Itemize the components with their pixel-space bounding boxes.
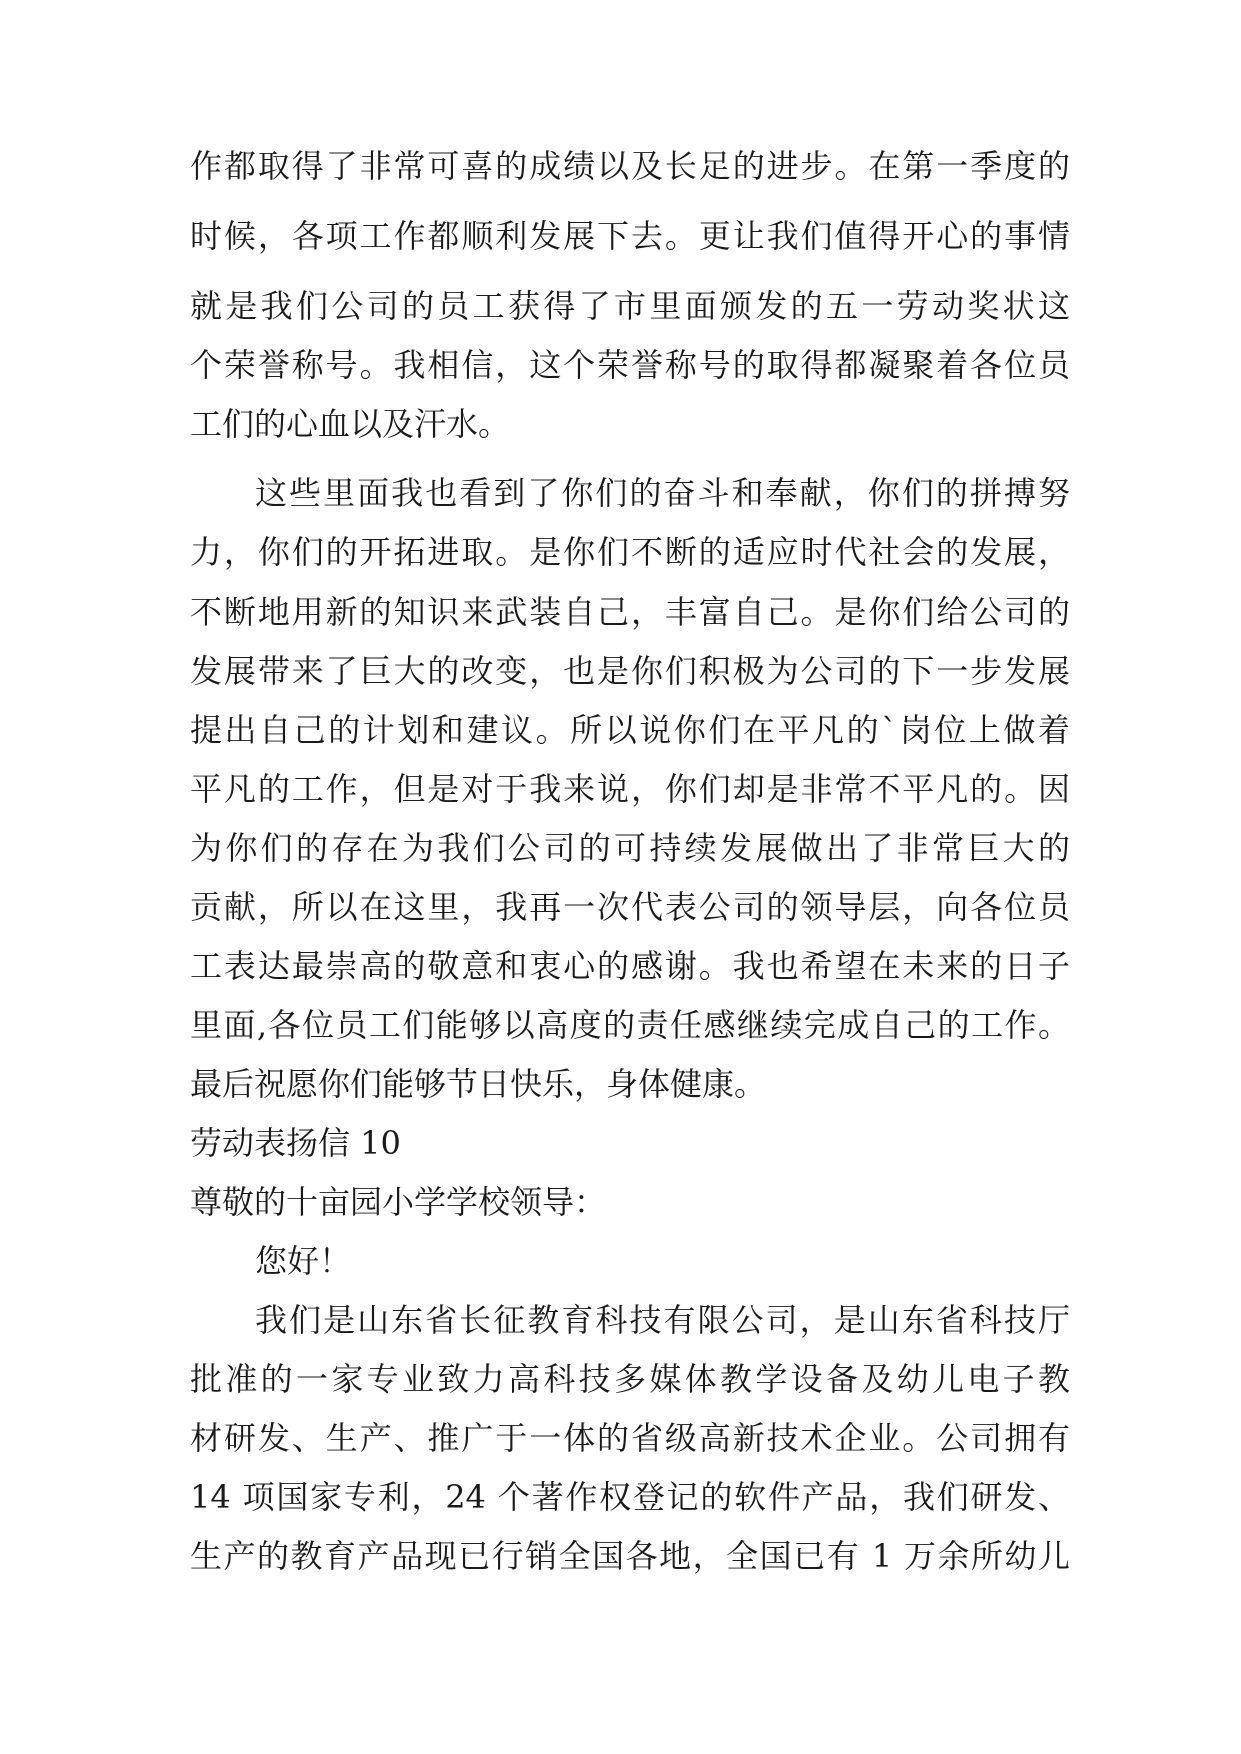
text-line: 提出自己的计划和建议。所以说你们在平凡的`岗位上做着 <box>190 711 1070 749</box>
text-line: 个荣誉称号。我相信，这个荣誉称号的取得都凝聚着各位员 <box>190 346 1070 384</box>
section-heading: 劳动表扬信 10 <box>190 1124 401 1162</box>
greeting: 您好！ <box>255 1242 352 1280</box>
text-line: 最后祝愿你们能够节日快乐，身体健康。 <box>190 1065 767 1103</box>
text-line: 贡献，所以在这里，我再一次代表公司的领导层，向各位员 <box>190 888 1070 926</box>
text-line: 工们的心血以及汗水。 <box>190 405 511 443</box>
salutation: 尊敬的十亩园小学学校领导： <box>190 1183 607 1221</box>
paragraph-first-line: 我们是山东省长征教育科技有限公司，是山东省科技厅 <box>255 1301 1070 1339</box>
text-line: 不断地用新的知识来武装自己，丰富自己。是你们给公司的 <box>190 593 1070 631</box>
text-line: 14 项国家专利，24 个著作权登记的软件产品，我们研发、 <box>190 1478 1070 1516</box>
paragraph-first-line: 这些里面我也看到了你们的奋斗和奉献，你们的拼搏努 <box>255 474 1070 512</box>
text-line: 发展带来了巨大的改变，也是你们积极为公司的下一步发展 <box>190 652 1070 690</box>
text-line: 生产的教育产品现已行销全国各地，全国已有 1 万余所幼儿 <box>190 1537 1070 1575</box>
text-line: 材研发、生产、推广于一体的省级高新技术企业。公司拥有 <box>190 1419 1070 1457</box>
text-line: 力，你们的开拓进取。是你们不断的适应时代社会的发展， <box>190 533 1070 571</box>
text-line: 作都取得了非常可喜的成绩以及长足的进步。在第一季度的 <box>190 147 1070 185</box>
text-line: 平凡的工作，但是对于我来说，你们却是非常不平凡的。因 <box>190 770 1070 808</box>
text-line: 时候，各项工作都顺利发展下去。更让我们值得开心的事情 <box>190 217 1070 255</box>
text-line: 里面,各位员工们能够以高度的责任感继续完成自己的工作。 <box>190 1006 1070 1044</box>
text-line: 工表达最崇高的敬意和衷心的感谢。我也希望在未来的日子 <box>190 947 1070 985</box>
text-line: 就是我们公司的员工获得了市里面颁发的五一劳动奖状这 <box>190 287 1070 325</box>
text-line: 批准的一家专业致力高科技多媒体教学设备及幼儿电子教 <box>190 1360 1070 1398</box>
text-line: 为你们的存在为我们公司的可持续发展做出了非常巨大的 <box>190 829 1070 867</box>
